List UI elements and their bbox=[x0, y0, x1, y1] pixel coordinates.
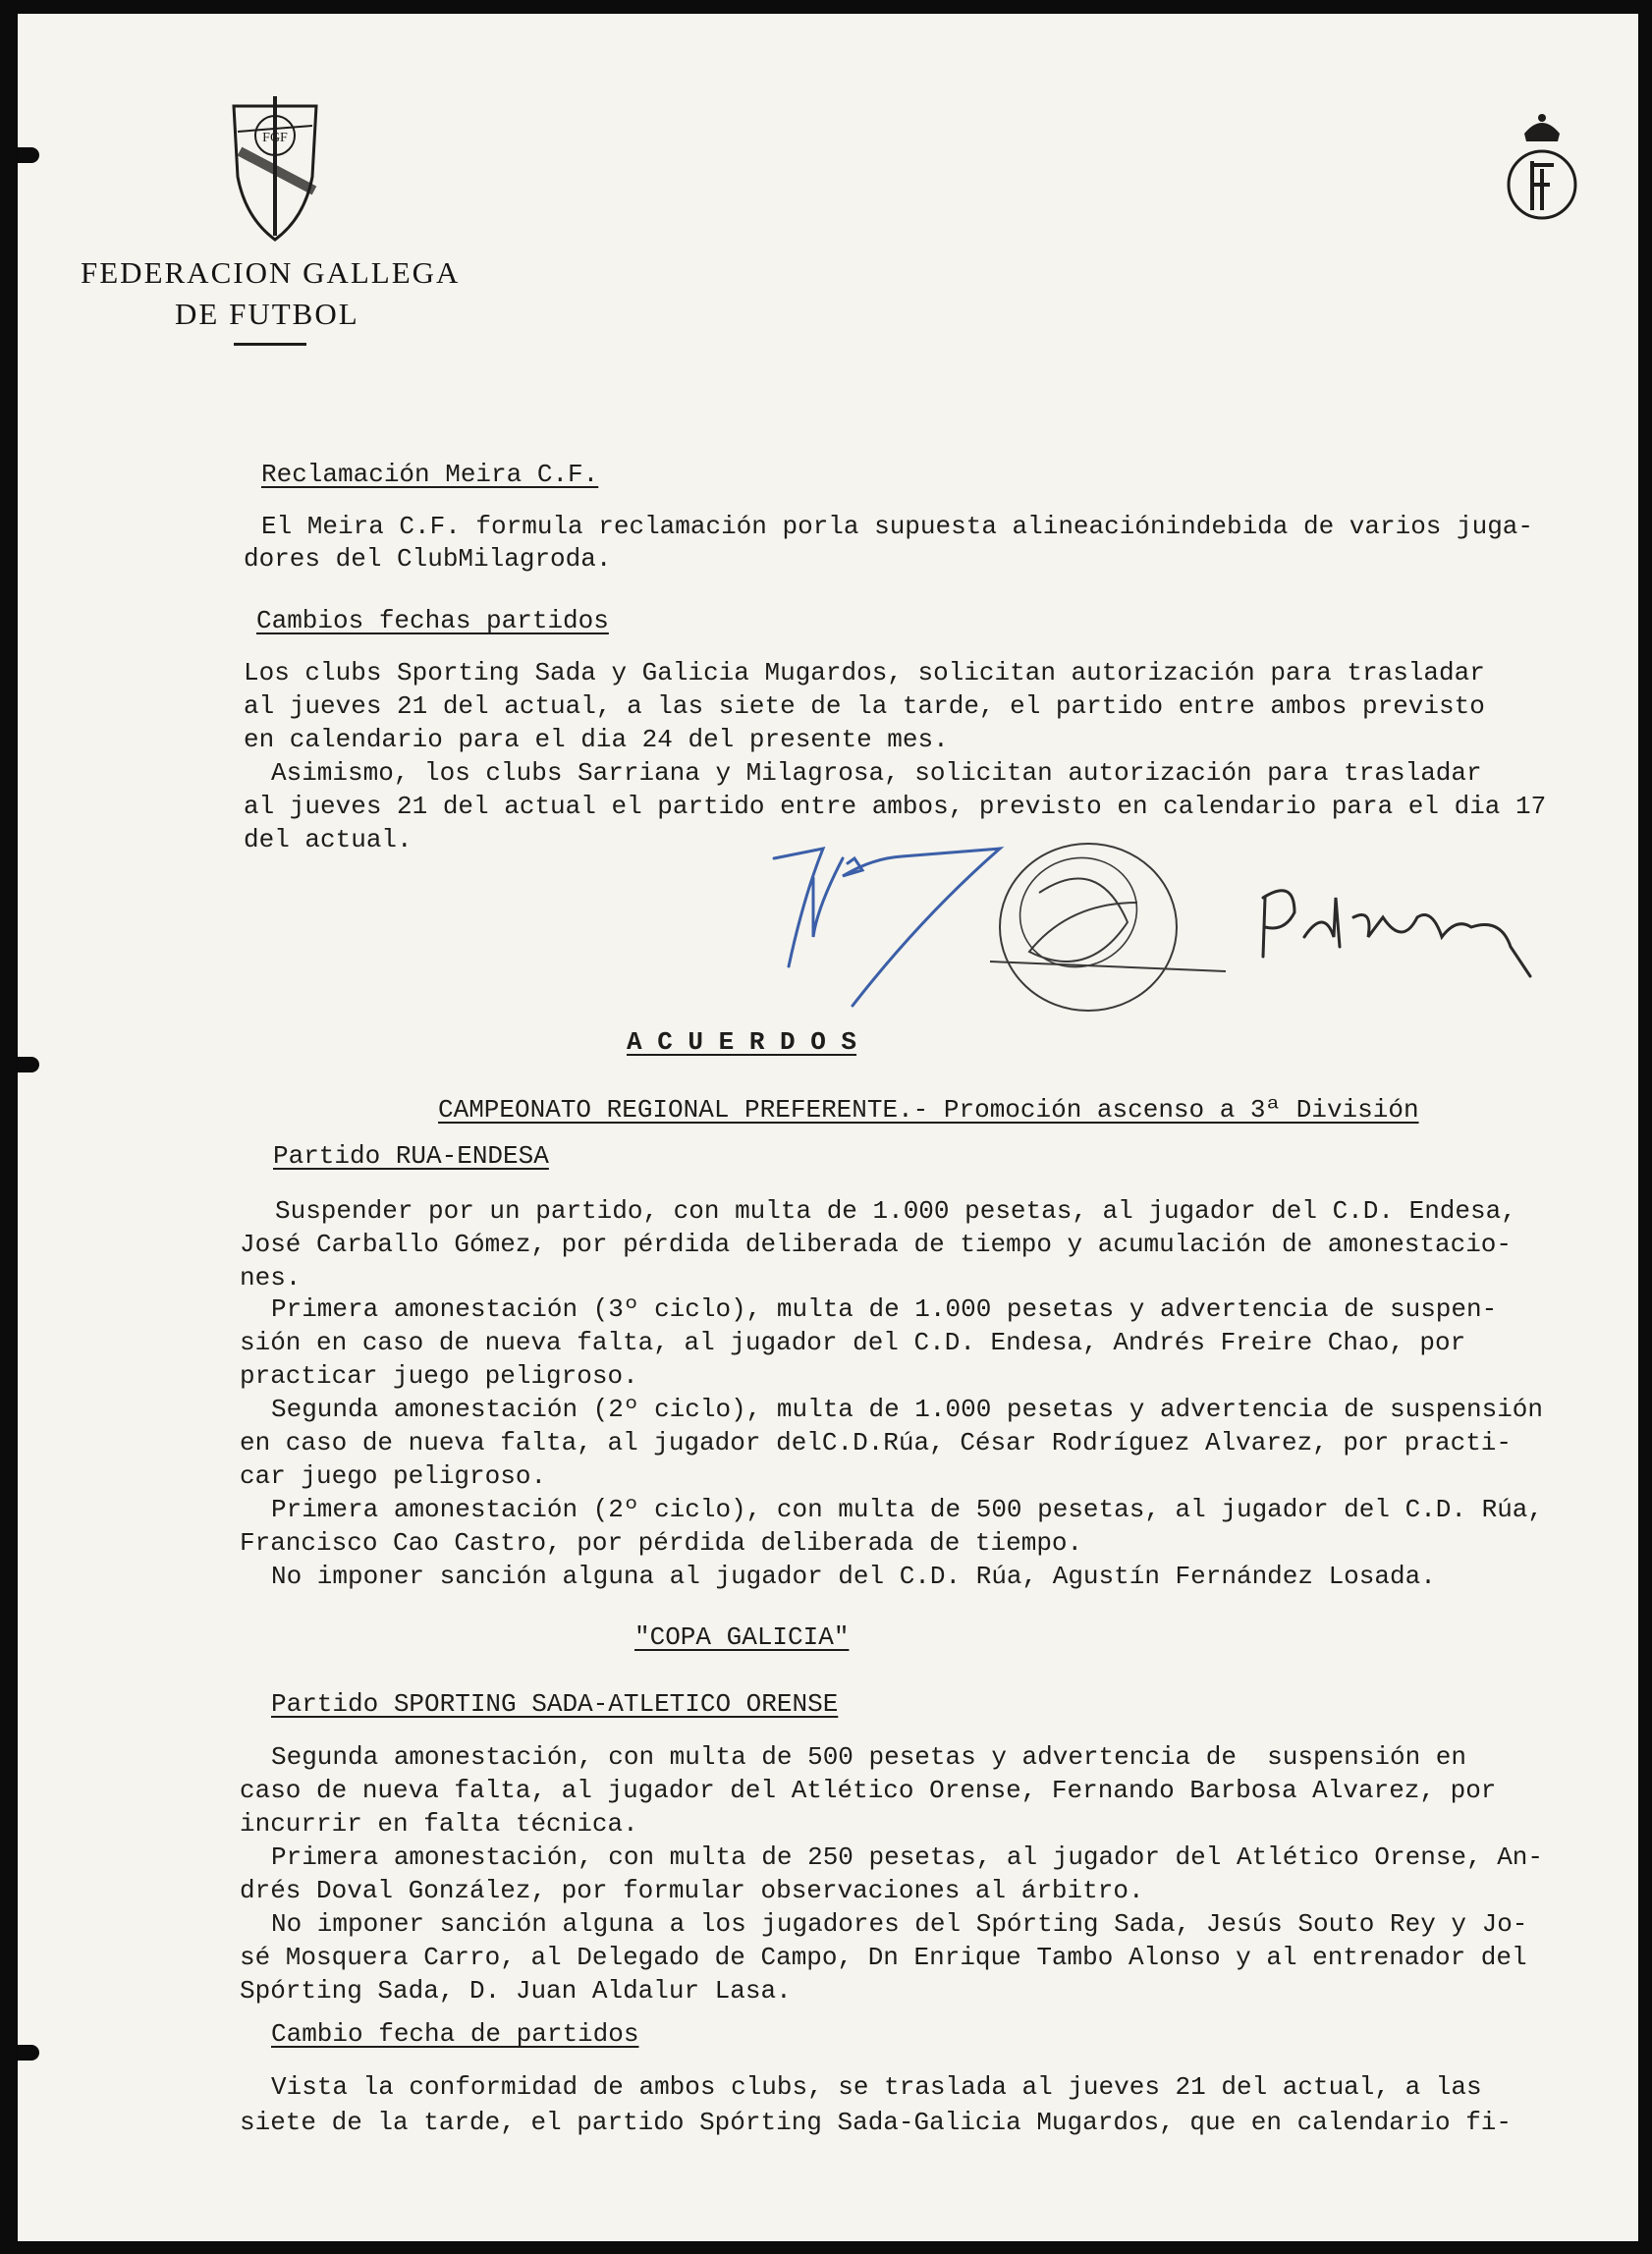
cambios-line: del actual. bbox=[244, 825, 413, 854]
cambio-fecha-line: siete de la tarde, el partido Spórting Sada-Galicia Mugardos, que en calendario fi- bbox=[240, 2108, 1513, 2137]
rua-line: No imponer sanción alguna al jugador del C.D. Rúa, Agustín Fernández Losada. bbox=[271, 1562, 1436, 1591]
header-rule bbox=[234, 343, 306, 346]
sporting-line: drés Doval González, por formular observaciones al árbitro. bbox=[240, 1876, 1144, 1905]
sporting-line: Segunda amonestación, con multa de 500 pesetas y advertencia de suspensión en bbox=[271, 1742, 1466, 1772]
rua-line: Segunda amonestación (2º ciclo), multa de 1.000 pesetas y advertencia de suspensión bbox=[271, 1395, 1544, 1424]
partido-rua-title: Partido RUA-ENDESA bbox=[273, 1141, 549, 1171]
binder-hole bbox=[18, 2045, 39, 2061]
sporting-line: No imponer sanción alguna a los jugadores del Spórting Sada, Jesús Souto Rey y Jo- bbox=[271, 1909, 1528, 1939]
rfef-crest-icon bbox=[1503, 108, 1581, 236]
seal-text: FGF bbox=[262, 131, 288, 145]
rua-line: practicar juego peligroso. bbox=[240, 1361, 638, 1391]
rua-line: Francisco Cao Castro, por pérdida deliberada de tiempo. bbox=[240, 1528, 1083, 1558]
cambios-line: al jueves 21 del actual, a las siete de la tarde, el partido entre ambos previsto bbox=[244, 691, 1485, 721]
sporting-line: Primera amonestación, con multa de 250 pesetas, al jugador del Atlético Orense, An- bbox=[271, 1842, 1544, 1872]
org-name-line2: DE FUTBOL bbox=[175, 297, 359, 331]
rua-line: Suspender por un partido, con multa de 1.000 pesetas, al jugador del C.D. Endesa, bbox=[275, 1196, 1516, 1226]
cambios-line: al jueves 21 del actual el partido entre ambos, previsto en calendario para el dia 17 bbox=[244, 792, 1547, 821]
reclamacion-line: dores del ClubMilagroda. bbox=[244, 544, 612, 574]
campeonato-title: CAMPEONATO REGIONAL PREFERENTE.- Promoción ascenso a 3ª División bbox=[438, 1095, 1419, 1125]
document-page bbox=[18, 14, 1638, 2241]
circular-signature bbox=[980, 834, 1236, 1020]
org-name-line1: FEDERACION GALLEGA bbox=[81, 255, 461, 290]
binder-hole bbox=[18, 1057, 39, 1072]
federacion-gallega-shield-icon bbox=[226, 92, 324, 249]
binder-hole bbox=[18, 147, 39, 163]
sporting-line: incurrir en falta técnica. bbox=[240, 1809, 638, 1839]
sporting-line: Spórting Sada, D. Juan Aldalur Lasa. bbox=[240, 1976, 792, 2006]
reclamacion-line: El Meira C.F. formula reclamación porla supuesta alineaciónindebida de varios juga- bbox=[261, 512, 1534, 541]
sporting-line: caso de nueva falta, al jugador del Atlético Orense, Fernando Barbosa Alvarez, por bbox=[240, 1776, 1497, 1805]
rua-line: nes. bbox=[240, 1263, 302, 1292]
rua-line: José Carballo Gómez, por pérdida deliberada de tiempo y acumulación de amonestacio- bbox=[240, 1230, 1513, 1259]
copa-title: "COPA GALICIA" bbox=[634, 1622, 850, 1652]
cambios-line: Asimismo, los clubs Sarriana y Milagrosa, solicitan autorización para trasladar bbox=[271, 758, 1482, 788]
cambios-line: en calendario para el dia 24 del presente mes. bbox=[244, 725, 949, 754]
rua-line: car juego peligroso. bbox=[240, 1461, 547, 1491]
rua-line: Primera amonestación (2º ciclo), con multa de 500 pesetas, al jugador del C.D. Rúa, bbox=[271, 1495, 1544, 1524]
rua-line: Primera amonestación (3º ciclo), multa de 1.000 pesetas y advertencia de suspen- bbox=[271, 1294, 1498, 1324]
cambios-title: Cambios fechas partidos bbox=[256, 606, 609, 635]
black-signature bbox=[1245, 858, 1569, 1006]
cambios-line: Los clubs Sporting Sada y Galicia Mugardos, solicitan autorización para trasladar bbox=[244, 658, 1485, 687]
cambio-fecha-line: Vista la conformidad de ambos clubs, se traslada al jueves 21 del actual, a las bbox=[271, 2072, 1482, 2102]
rua-line: sión en caso de nueva falta, al jugador del C.D. Endesa, Andrés Freire Chao, por bbox=[240, 1328, 1466, 1357]
reclamacion-title: Reclamación Meira C.F. bbox=[261, 460, 599, 489]
sporting-line: sé Mosquera Carro, al Delegado de Campo, Dn Enrique Tambo Alonso y al entrenador del bbox=[240, 1943, 1527, 1972]
rua-line: en caso de nueva falta, al jugador delC.D.Rúa, César Rodríguez Alvarez, por practi- bbox=[240, 1428, 1513, 1457]
partido-sporting-title: Partido SPORTING SADA-ATLETICO ORENSE bbox=[271, 1689, 839, 1719]
acuerdos-title: A C U E R D O S bbox=[627, 1027, 857, 1057]
cambio-fecha-title: Cambio fecha de partidos bbox=[271, 2019, 639, 2049]
